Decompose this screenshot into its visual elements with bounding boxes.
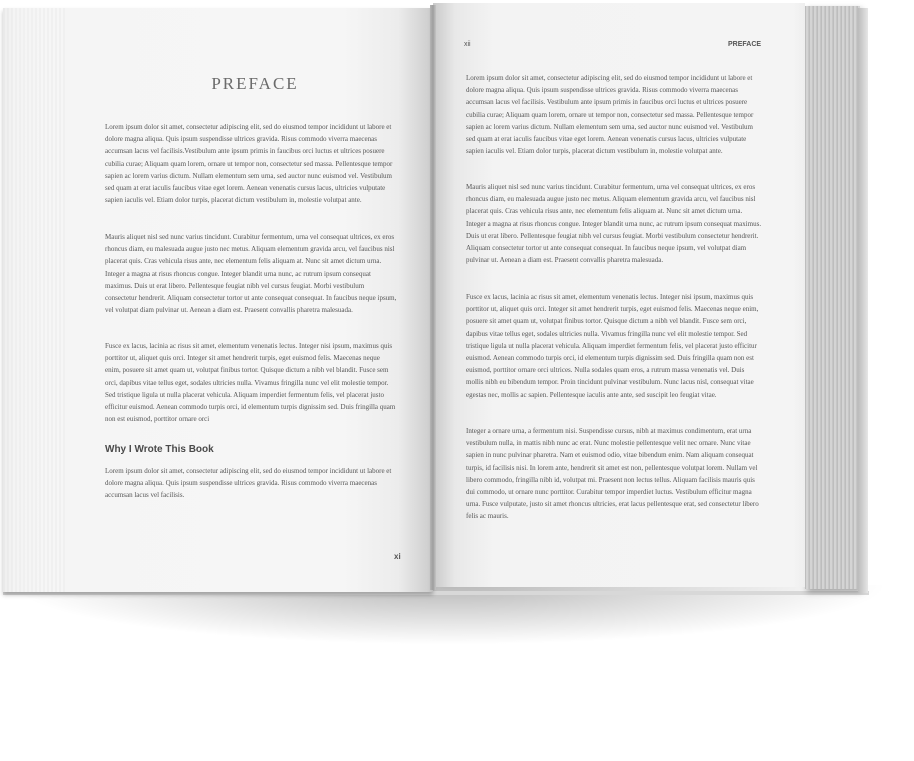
- running-head: PREFACE: [728, 41, 762, 48]
- left-page-edges: [3, 8, 65, 592]
- page-stack: [805, 6, 860, 589]
- left-paragraph-4: Lorem ipsum dolor sit amet, consectetur adipiscing elit, sed do eiusmod tempor incididunt ut labore et dolore magna aliqua. Quis ipsum suspendisse ultrices gravida. Risus commodo viverra maecenas accumsan lacus vel facilisis.: [105, 467, 392, 500]
- right-paragraph-4: Integer a ornare urna, a fermentum nisi. Suspendisse cursus, nibh at maximus condimentum, erat urna vestibulum nulla, in mattis nibh nunc ac erat. Nunc molestie pellentesque velit nec ornare. Nunc vitae sapien in nunc pulvinar pharetra. Nam et euismod odio, vitae bibendum enim. Nam aliquam consequat turpis, id facilisis nisi. In lorem ante, hendrerit sit amet est non, pellentesque volutpat lorem. Nullam vel libero commodo, fringilla nibh id, volutpat mi. Praesent non lectus tellus. Aliquam facilisis mauris quis dui commodo, ut ornare nunc porttitor. Curabitur tempor imperdiet luctus. Vestibulum efficitur magna urna. Fusce vulputate, justo sit amet rhoncus ultricies, erat lacus pellentesque erat, sed consectetur libero felis ac mauris.: [466, 427, 759, 521]
- left-paragraph-1: Lorem ipsum dolor sit amet, consectetur adipiscing elit, sed do eiusmod tempor incididunt ut labore et dolore magna aliqua. Quis ipsum suspendisse ultrices gravida. Risus commodo viverra maecenas accumsan lacus vel facilisis.Vestibulum ante ipsum primis in faucibus orci luctus et ultrices posuere cubilia curae; Aliquam quam lorem, ornare ut tempor non, consectetur sed massa. Pellentesque tempor sapien ac lorem varius dictum. Nullam elementum sem urna, sed auctor nunc euismod vel. Vestibulum sed quam at erat iaculis faucibus vitae eget lorem. Aenean venenatis cursus lacus, ultricies vulputate sapien iaculis vel. Etiam dolor turpis, placerat dictum vestibulum in, molestie volutpat ante.: [105, 123, 393, 205]
- book-gutter: [430, 5, 436, 590]
- left-paragraph-2: Mauris aliquet nisl sed nunc varius tincidunt. Curabitur fermentum, urna vel consequat ultrices, ex eros rhoncus diam, eu malesuada augue justo nec metus. Aliquam elementum gravida arcu, vel faucibus nisl placerat quis. Cras vehicula risus ante, nec elementum felis aliquam at. Nunc sit amet dictum urna. Integer a magna at risus rhoncus congue. Integer blandit urna nunc, ac rutrum ipsum consequat maximus. Duis ut erat libero. Pellentesque feugiat nibh vel cursus feugiat. Morbi vestibulum consectetur hendrerit. Aliquam consectetur tortor ut ante consequat consequat. In faucibus neque ipsum, vel volutpat diam pulvinar ut. Aenean a diam est. Praesent convallis pharetra malesuada.: [105, 233, 397, 315]
- page-stack-edge: [858, 8, 868, 593]
- left-paragraph-3: Fusce ex lacus, lacinia ac risus sit amet, elementum venenatis lectus. Integer nisi ipsum, maximus quis porttitor ut, aliquet quis orci. Integer sit amet hendrerit turpis, eget euismod felis. Maecenas neque enim, posuere sit amet quam ut, volutpat finibus tortor. Quisque dictum a nibh vel blandit. Fusce sem orci, dapibus vitae tellus eget, sodales ultricies nulla. Vivamus fringilla nunc vel elit molestie tempor. Sed tristique ligula ut nulla placerat vehicula. Aliquam imperdiet fermentum felis, vel placerat justo efficitur euismod. Aenean commodo turpis orci, id elementum turpis dignissim sed. Duis fringilla quam non est euismod, porttitor ornare orci: [105, 342, 396, 424]
- chapter-title: PREFACE: [211, 74, 299, 93]
- section-subheading: Why I Wrote This Book: [105, 444, 214, 455]
- right-paragraph-2: Mauris aliquet nisl sed nunc varius tincidunt. Curabitur fermentum, urna vel consequat ultrices, ex eros rhoncus diam, eu malesuada augue justo nec metus. Aliquam elementum gravida arcu, vel faucibus nisl placerat quis. Cras vehicula risus ante, nec elementum felis aliquam at. Nunc sit amet dictum urna. Integer a magna at risus rhoncus congue. Integer blandit urna nunc, ac rutrum ipsum consequat maximus. Duis ut erat libero. Pellentesque feugiat nibh vel cursus feugiat. Morbi vestibulum consectetur hendrerit. Aliquam consectetur tortor ut ante consequat consequat. In faucibus neque ipsum, vel volutpat diam pulvinar ut. Aenean a diam est. Praesent convallis pharetra malesuada.: [466, 183, 762, 265]
- right-paragraph-1: Lorem ipsum dolor sit amet, consectetur adipiscing elit, sed do eiusmod tempor incididunt ut labore et dolore magna aliqua. Quis ipsum suspendisse ultrices gravida. Risus commodo viverra maecenas accumsan lacus vel facilisis. Vestibulum ante ipsum primis in faucibus orci luctus et ultrices posuere cubilia curae; Aliquam quam lorem, ornare ut tempor non, consectetur sed massa. Pellentesque tempor sapien ac lorem varius dictum. Nullam elementum sem urna, sed auctor nunc euismod vel. Vestibulum sed quam at erat iaculis faucibus vitae eget lorem. Aenean venenatis cursus lacus, ultricies vulputate sapien iaculis vel. Etiam dolor turpis, placerat dictum vestibulum in, molestie volutpat ante.: [466, 74, 754, 156]
- right-page-number: xii: [464, 41, 471, 48]
- left-page-number: xi: [394, 552, 401, 561]
- right-paragraph-3: Fusce ex lacus, lacinia ac risus sit amet, elementum venenatis lectus. Integer nisi ipsum, maximus quis porttitor ut, aliquet quis orci. Integer sit amet hendrerit turpis, eget euismod felis. Maecenas neque enim, posuere sit amet quam ut, volutpat finibus tortor. Quisque dictum a nibh vel blandit. Fusce sem orci, dapibus vitae tellus eget, sodales ultricies nulla. Vivamus fringilla nunc vel elit molestie tempor. Sed tristique ligula ut nulla placerat vehicula. Aliquam imperdiet fermentum felis, vel placerat justo efficitur euismod. Aenean commodo turpis orci, id elementum turpis dignissim sed. Duis fringilla quam non est euismod, porttitor ornare orci ultrices. Nulla sodales quam eros, a rutrum massa venenatis vel. Duis mollis nibh eu bibendum tempor. Proin tincidunt pulvinar vestibulum. Nunc lacus nisl, consequat vitae egestas nec, mollis ac sapien. Pellentesque iaculis ante ante, sed suscipit leo feugiat vitae.: [466, 293, 759, 399]
